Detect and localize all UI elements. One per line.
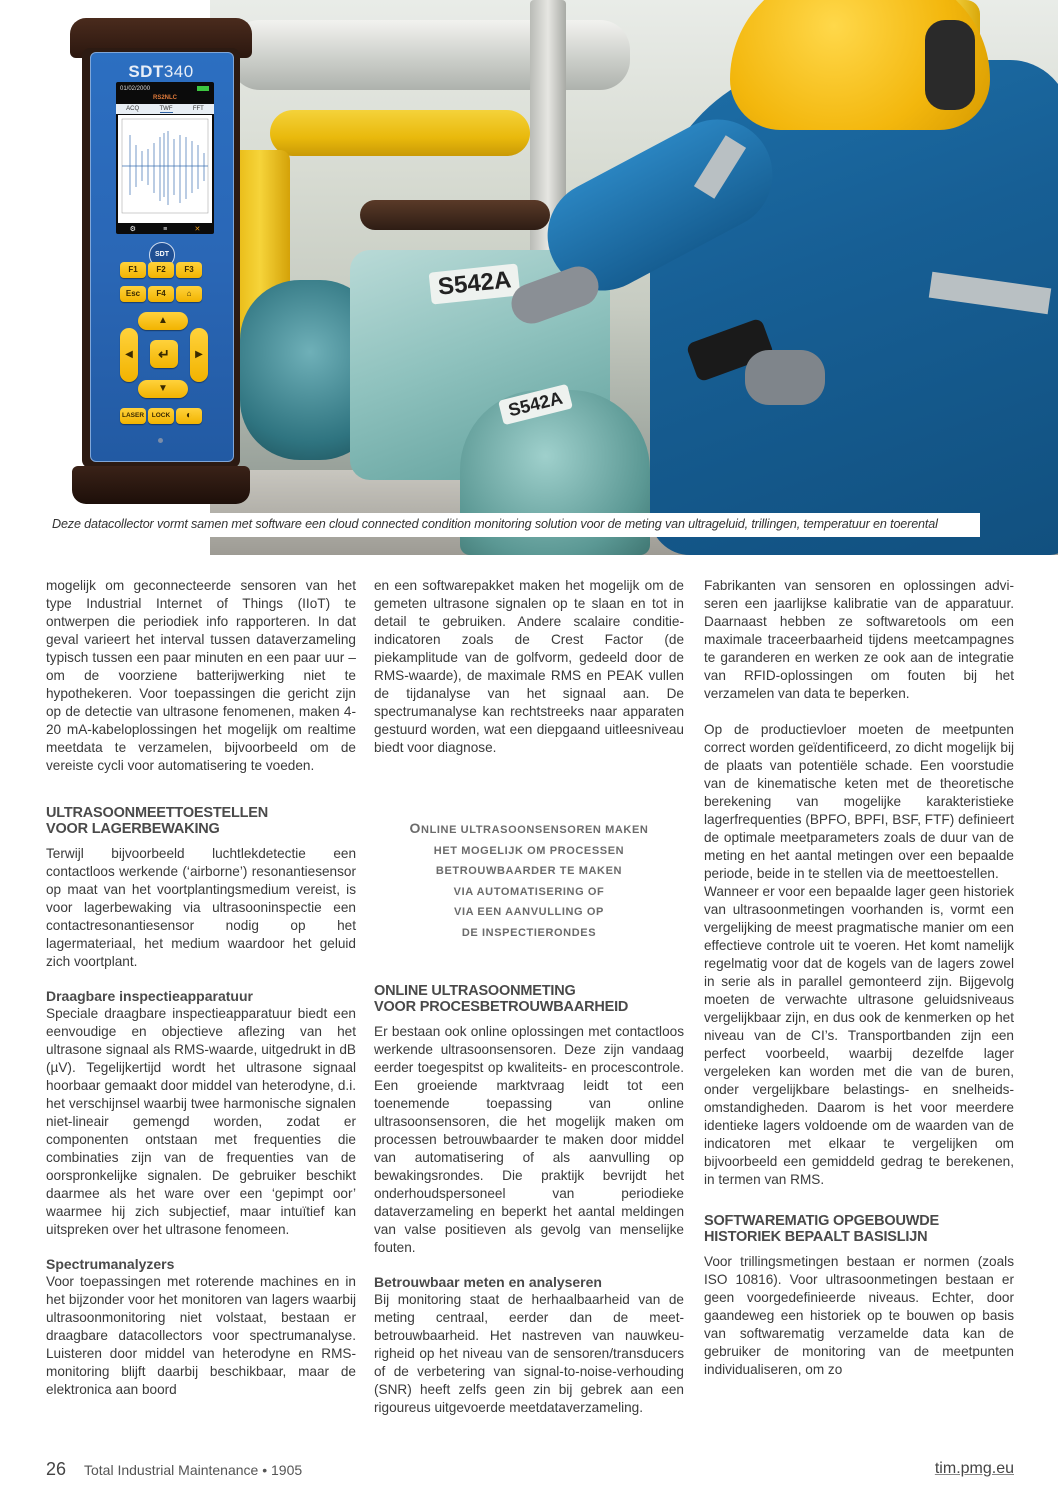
photo-caption <box>40 513 980 537</box>
device-bumper-bottom <box>72 466 250 504</box>
heading-line: HISTORIEK BEPAALT BASISLIJN <box>704 1229 928 1245</box>
hero-photo <box>210 0 1058 555</box>
laser-key[interactable]: LASER <box>120 408 146 424</box>
subheading: Draagbare inspectieapparatuur <box>46 988 253 1004</box>
sdt-logo: SDT <box>149 242 175 268</box>
left-key[interactable]: ◀ <box>120 328 138 382</box>
f3-key[interactable]: F3 <box>176 262 202 278</box>
paragraph: Op de productievloer moeten de meetpunten correct worden geïdentificeerd, zo dicht mogelijk bij de plaats van potentiële schade. Een voorstudie van de kinematische keten met de theoretische berekening van mogelijke karakteristieke lagerfrequenties (BPFO, BPFI, BSF, FTF) definieert de optimale meetparameters zoals de duur van de meting en het aantal metingen over een bepaalde periode, beide in te stellen via de meettoestellen. <box>704 722 1014 881</box>
waveform-plot <box>118 115 212 223</box>
paragraph: Voor toepassingen met roterende machines en in het bijzonder voor het monitoren van lagers waarbij ultrasoonmonitoring niet volstaat, bestaan er draagbare datacollectors voor spectrumanalyse. Luisteren door middel van heterodyne en RMS-monitoring blijft daarbij beschikbaar, maar de elektronica aan boord <box>46 1274 356 1397</box>
up-key[interactable]: ▲ <box>138 312 188 330</box>
subheading: Spectrumanalyzers <box>46 1256 175 1272</box>
home-key[interactable]: ⌂ <box>176 286 202 302</box>
caption-text: Deze datacollector vormt samen met software een cloud connected condition monitoring solution voor de meting van ultrageluid, trillingen, temperatuur en toerental <box>52 517 938 531</box>
section-heading <box>704 1213 1014 1245</box>
paragraph: Er bestaan ook online oplossingen met contactloos werkende ultrasoonsensoren. Deze zijn vandaag eerder toegespitst op kwaliteits- en procescontrole. Een groeiende marktvraag leidt tot een toenemende toepassing van online ultrasoonsensoren, die het mogelijk maken om processen betrouwbaarder te maken door middel van automatisering of als aanvulling op bewakingsrondes. Die praktijk bevrijdt het onderhoudspersoneel van periodieke dataverzameling en beperkt het aantal meldingen van valse positieven als gevolg van menselijke fouten. <box>374 1024 684 1255</box>
lock-key[interactable]: LOCK <box>148 408 174 424</box>
battery-icon <box>197 86 209 91</box>
heading-line: ULTRASOONMEETTOESTELLEN <box>46 805 269 821</box>
close-icon[interactable]: ✕ <box>194 226 201 233</box>
paragraph: Speciale draagbare inspectieapparatuur biedt een eenvoudige en objectieve aflezing van het ultrasone signaal als RMS-waarde, uitgedrukt in dB (µV). Tegelijkertijd wordt het ultrasone signaal hoorbaar gemaakt door middel van heterodyne, d.i. het verschijnsel waarbij twee harmonische signalen niet-lineair gemengd worden, zodat er componenten ontstaan met frequenties die combinaties zijn van de frequenties van de oorspronkelijke signalen. De gebruiker beschikt daarmee als het ware over een ‘gepimpt oor’ waarmee hij zich subjectief, maar intuïtief kan uitspreken over het ultrasone fenomeen. <box>46 1006 356 1237</box>
screen-tabs <box>116 104 214 114</box>
heading-line: ONLINE ULTRASOONMETING <box>374 983 576 999</box>
status-led <box>158 438 163 443</box>
motor-label: S542A <box>429 263 521 304</box>
pull-quote-line: VIA AUTOMATISERING OF <box>453 885 605 898</box>
heading-line: VOOR PROCESBETROUWBAARHEID <box>374 999 629 1015</box>
paragraph: Voor trillingsmetingen bestaan er normen (zoals ISO 10816). Voor ultrasoonmetingen bestaan er geen voorgedefinieerde niveaus. Echter, door gaandeweg een historiek op te bouwen op basis van softwarematig verzamelde data kan de gebruiker de monitoring van de meetpunten individualiseren, om zo <box>704 1254 1014 1377</box>
motor-label: S542A <box>498 384 573 425</box>
article-column-3 <box>704 577 1014 1379</box>
screen-softkeys <box>116 224 214 234</box>
pull-quote <box>374 818 684 943</box>
f1-key[interactable]: F1 <box>120 262 146 278</box>
subheading: Betrouwbaar meten en analyseren <box>374 1274 602 1290</box>
heading-line: SOFTWAREMATIG OPGEBOUWDE <box>704 1213 939 1229</box>
esc-key[interactable]: Esc <box>120 286 146 302</box>
pipe-graphic <box>230 20 630 90</box>
f2-key[interactable]: F2 <box>148 262 174 278</box>
tab-fft[interactable]: FFT <box>192 106 204 112</box>
headset-graphic <box>925 20 975 110</box>
glove-graphic <box>745 350 825 405</box>
device-screen <box>116 82 214 234</box>
section-heading <box>46 805 356 837</box>
section-heading <box>374 983 684 1015</box>
enter-key[interactable]: ↵ <box>150 340 178 368</box>
article-column-2-lower <box>374 983 684 1417</box>
pull-quote-line: BETROUWBAARDER TE MAKEN <box>435 865 623 877</box>
article-column-1 <box>46 577 356 1399</box>
menu-icon[interactable]: ≡ <box>163 225 168 233</box>
power-key[interactable]: ◐ <box>176 408 202 424</box>
f4-key[interactable]: F4 <box>148 286 174 302</box>
screen-id: RS2NLC <box>152 95 177 101</box>
pull-quote-line: HET MOGELIJK OM PROCESSEN <box>433 844 625 857</box>
pull-quote-line: ONLINE ULTRASOONSENSOREN MAKEN <box>409 820 649 836</box>
model-number: 340 <box>163 62 194 81</box>
heading-line: VOOR LAGERBEWAKING <box>46 821 220 837</box>
magazine-title: Total Industrial Maintenance • 1905 <box>84 1462 303 1478</box>
right-key[interactable]: ▶ <box>190 328 208 382</box>
website-link[interactable]: tim.pmg.eu <box>934 1460 1014 1477</box>
tab-acq[interactable]: ACQ <box>126 106 140 112</box>
paragraph: Fabrikanten van sensoren en oplossingen adviseren een jaarlijkse kalibratie van de apparatuur. Daarnaast hebben ze softwaretools om een maximale traceerbaarheid tijdens meetcampagnes te garanderen en werken ze ook aan de integratie van RFID-oplossingen om fouten bij het verzamelen van data te beperken. <box>704 578 1014 701</box>
pull-quote-line: VIA EEN AANVULLING OP <box>454 906 604 918</box>
paragraph: Bij monitoring staat de herhaalbaarheid van de meting centraal, eerder dan de meetbetrouwbaarheid. Het nastreven van nauwkeurigheid op het niveau van de sensoren/transducers of de verbetering van signal-to-noise-verhouding (SNR) heeft zelfs geen zin bij gebrek aan een rigoureus uitgevoerde meetdataverzameling. <box>374 1292 684 1415</box>
brand-name: SDT <box>128 62 164 81</box>
paragraph: Terwijl bijvoorbeeld luchtlekdetectie een contactloos werkende (‘airborne’) resonantiesensor op maat van het voortplantingsmedium vereist, is voor lagerbewaking via ultrasooninspectie een contactresonantiesensor nodig op het lagermateriaal, het medium waardoor het geluid zich voortplant. <box>46 846 356 969</box>
paragraph: mogelijk om geconnecteerde sensoren van het type Industrial Internet of Things (IIoT) te ontwerpen die periodiek info rapporteren. In dat geval varieert het interval tussen dataverzameling typisch tussen een paar minuten en een paar uur – om de voorziene batterijwerking niet te hypothekeren. Voor toepassingen die gericht zijn op de detectie van ultrasone fenomenen, maken 4-20 mA-kabeloplossingen het mogelijk om realtime meetdata te verzamelen, bijvoorbeeld om de vereiste cycli voor automatisering te voeden. <box>46 578 356 773</box>
waveform-graphic <box>118 115 212 223</box>
down-key[interactable]: ▼ <box>138 380 188 398</box>
device-brand <box>66 62 256 82</box>
page-number: 26 <box>46 1459 67 1479</box>
cable-graphic <box>360 200 550 230</box>
sdt340-device <box>66 18 256 508</box>
paragraph: Wanneer er voor een bepaalde lager geen historiek van ultrasoonmetingen voorhanden is, vormt een vergelijking de meest pragmatische manier om een effectieve controle uit te voeren. Het komt namelijk regelmatig voor dat de kogels van de lagers zowel in serie als in parallel gemonteerd zijn. Bijgevolg moeten de verwachte ultrasone geluidsniveaus vergelijkbaar zijn, en dus ook de kenmerken op het niveau van de CI’s. Transportbanden zijn een perfect voorbeeld, waarbij dezelfde lager vergeleken kan worden met die van de buren, onder vergelijkbare belastings- en snelheidsomstandigheden. Daarom is het voor meerdere identieke lagers voldoende om de waarden van de indicatoren met elkaar te vergelijken om bijvoorbeeld een gemiddeld gedrag te berekenen, in termen van RMS. <box>704 884 1014 1187</box>
pipe-graphic <box>270 110 530 156</box>
tab-twf[interactable]: TWF <box>159 105 173 112</box>
settings-icon[interactable]: ⚙ <box>129 226 136 233</box>
article-column-2 <box>374 577 684 757</box>
pull-quote-line: DE INSPECTIERONDES <box>461 926 597 939</box>
screen-date: 01/02/2000 <box>120 86 151 92</box>
paragraph: en een softwarepakket maken het mogelijk om de gemeten ultrasone signalen op te slaan en tot in detail te gebruiken. Andere scalaire conditie-indicatoren zoals de Crest Factor (de piekamplitude van de golfvorm, gedeeld door de RMS-waarde), de maximale RMS en PEAK vullen de tijdanalyse van het signaal aan. De spectrumanalyse kan rechtstreeks naar apparaten gestuurd worden, wat een diepgaand uitleesniveau biedt voor diagnose. <box>374 578 684 755</box>
